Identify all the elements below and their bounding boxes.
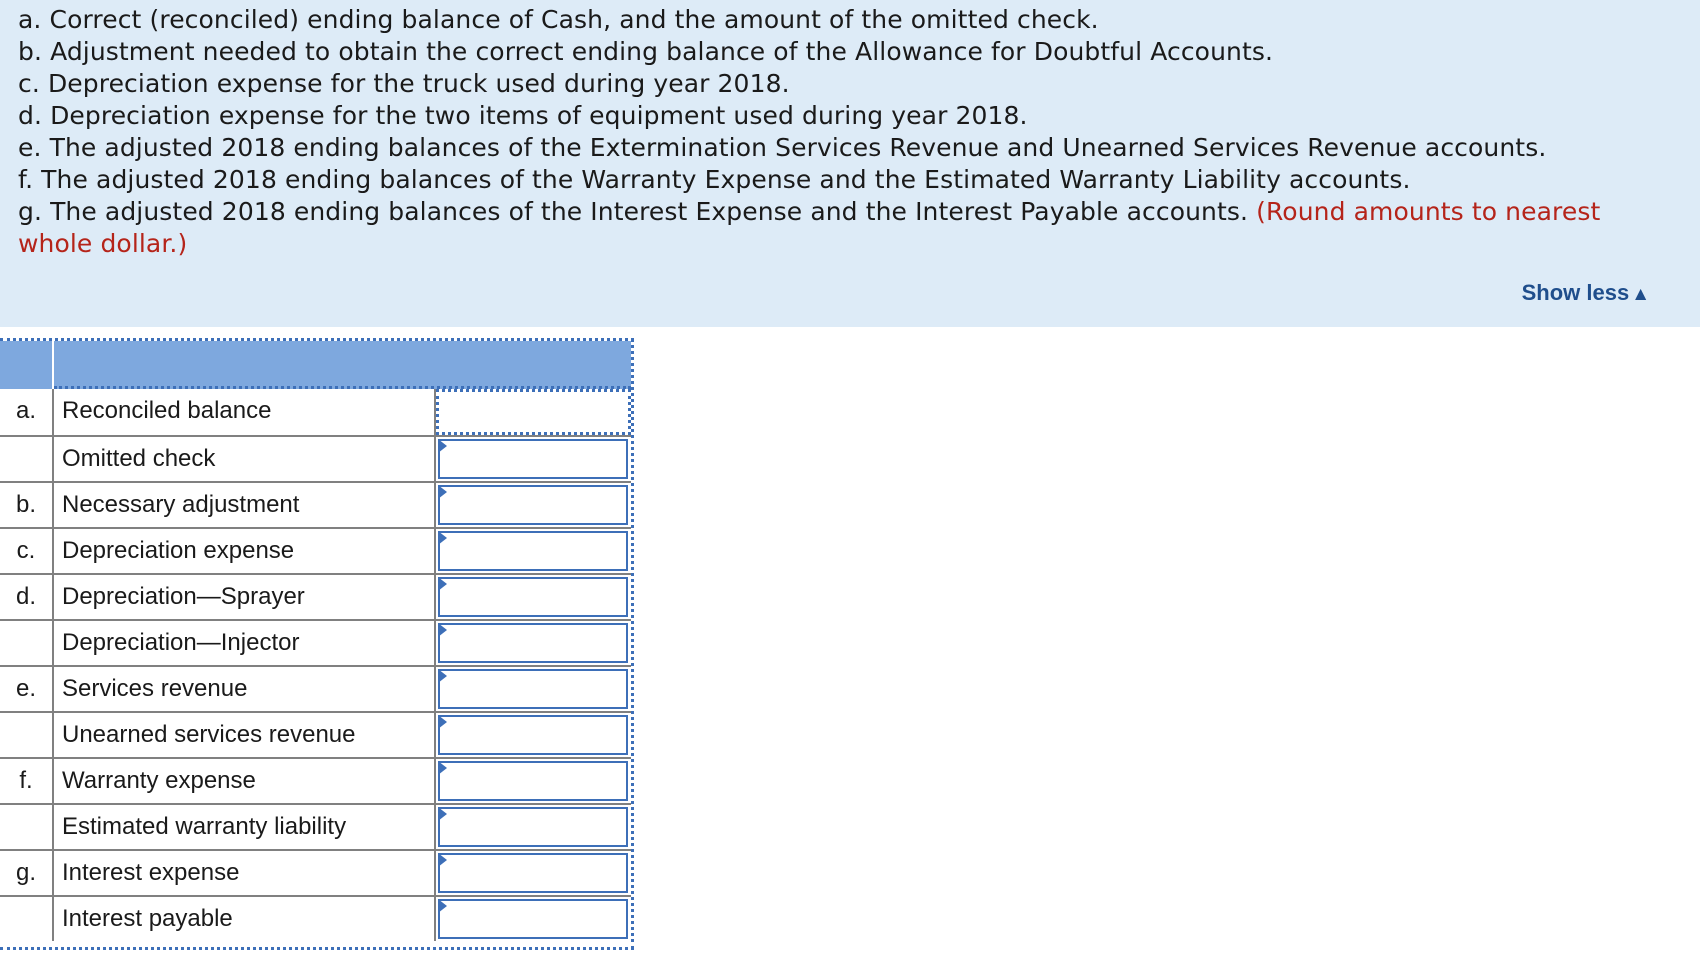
amount-input-cell[interactable] [438,807,628,847]
amount-input-cell[interactable] [438,439,628,479]
amount-input-cell[interactable] [438,899,628,939]
table-row [0,711,631,757]
amount-input-cell[interactable] [438,853,628,893]
amount-input[interactable] [440,855,626,891]
row-label: Reconciled balance [52,389,436,435]
row-label: Services revenue [52,667,436,711]
table-row [0,849,631,895]
instructions-panel [0,0,1700,327]
row-label: Necessary adjustment [52,483,436,527]
table-row [0,619,631,665]
row-letter [0,621,52,665]
row-label: Unearned services revenue [52,713,436,757]
amount-input[interactable] [440,763,626,799]
row-letter: a. [15,397,36,424]
amount-input[interactable] [440,671,626,707]
row-label: Warranty expense [52,759,436,803]
table-header-row [0,341,631,389]
row-letter: b. [15,491,36,518]
amount-input-cell[interactable] [438,623,628,663]
triangle-up-icon: ▲ [1631,284,1650,305]
instruction-g [18,196,1678,260]
row-label: Depreciation—Injector [52,621,436,665]
amount-input-cell[interactable] [438,577,628,617]
table-row [0,481,631,527]
table-row [0,665,631,711]
amount-input[interactable] [440,579,626,615]
show-less-label: Show less [1521,280,1630,305]
row-letter [0,897,52,941]
amount-input-cell[interactable] [438,531,628,571]
amount-input-cell[interactable] [438,761,628,801]
instruction-d: d. Depreciation expense for the two items of equipment used during year 2018. [18,101,1028,130]
show-less-link[interactable] [1522,280,1650,306]
amount-input[interactable] [440,717,626,753]
amount-input-cell[interactable] [438,669,628,709]
row-letter [0,805,52,849]
table-row [0,435,631,481]
instruction-f: f. The adjusted 2018 ending balances of the Warranty Expense and the Estimated Warranty Liability accounts. [18,165,1411,194]
header-separator [52,341,54,389]
amount-input-cell[interactable] [436,389,631,435]
row-label: Omitted check [52,437,436,481]
answer-table [0,338,634,950]
amount-input[interactable] [440,487,626,523]
amount-input[interactable] [440,625,626,661]
row-label: Interest payable [52,897,436,941]
row-letter [0,713,52,757]
table-row [0,757,631,803]
instructions-list [18,4,1678,260]
table-row [0,803,631,849]
row-letter: c. [16,537,36,564]
row-letter: d. [15,583,36,610]
amount-input[interactable] [439,392,628,432]
amount-input[interactable] [440,441,626,477]
instruction-b: b. Adjustment needed to obtain the correct ending balance of the Allowance for Doubtful Accounts. [18,37,1274,66]
table-row [0,389,631,435]
instruction-a: a. Correct (reconciled) ending balance of Cash, and the amount of the omitted check. [18,5,1099,34]
rounding-note: (Round amounts to nearest whole dollar.) [18,197,1601,258]
row-letter: g. [15,859,36,886]
row-letter [0,437,52,481]
amount-input[interactable] [440,809,626,845]
table-row [0,895,631,941]
amount-input-cell[interactable] [438,715,628,755]
table-row [0,527,631,573]
row-letter: e. [15,675,36,702]
row-letter: f. [19,767,33,794]
instruction-g-text: g. The adjusted 2018 ending balances of the Interest Expense and the Interest Payable accounts. [18,197,1249,226]
amount-input-cell[interactable] [438,485,628,525]
row-label: Depreciation—Sprayer [52,575,436,619]
row-label: Depreciation expense [52,529,436,573]
amount-input[interactable] [440,901,626,937]
table-row [0,573,631,619]
row-label: Interest expense [52,851,436,895]
instruction-c: c. Depreciation expense for the truck used during year 2018. [18,69,790,98]
instruction-e: e. The adjusted 2018 ending balances of the Extermination Services Revenue and Unearned Services Revenue accounts. [18,133,1547,162]
amount-input[interactable] [440,533,626,569]
row-label: Estimated warranty liability [52,805,436,849]
